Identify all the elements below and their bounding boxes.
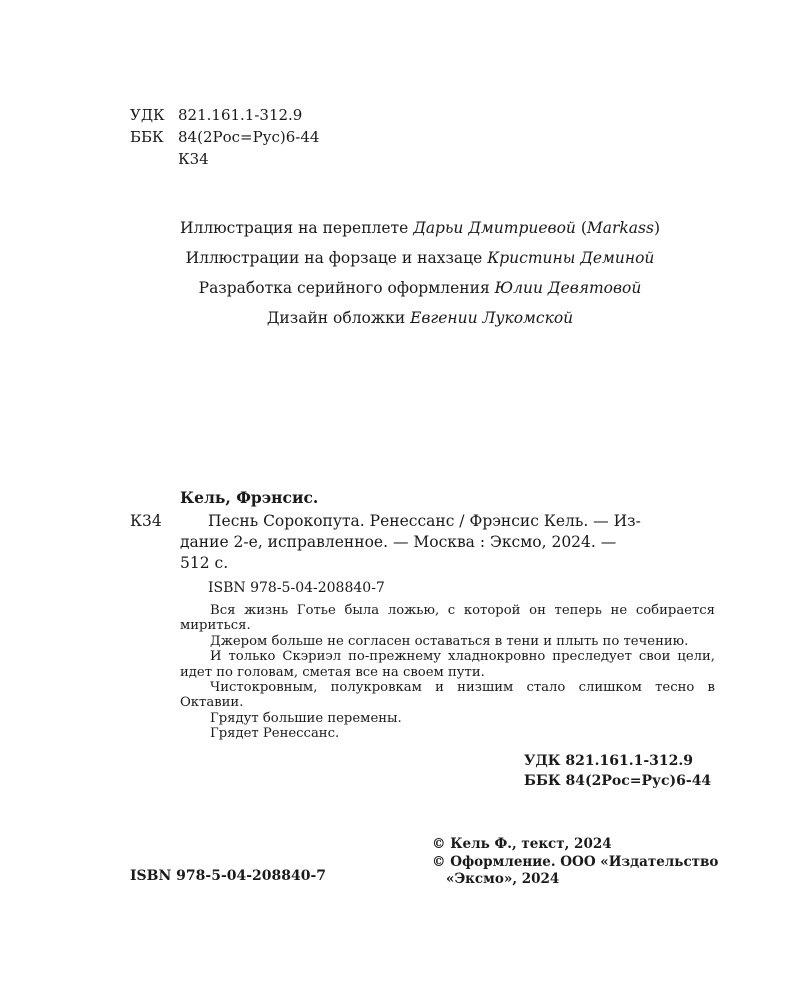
annotation-paragraph: Чистокровным, полукровкам и низшим стало слишком тесно в Октавии. <box>180 680 715 711</box>
credit-cover-design <box>0 307 800 329</box>
credit-person: Дарьи Дмитриевой <box>413 219 576 237</box>
annotation-paragraph: Джером больше не согласен оставаться в тени и плыть по течению. <box>210 633 689 649</box>
card-udk: УДК 821.161.1-312.9 <box>524 753 694 769</box>
bbk-value: 84(2Рос=Рус)6-44 <box>178 128 320 146</box>
annotation-paragraph: Грядут большие перемены. <box>210 710 402 726</box>
card-bbk: ББК 84(2Рос=Рус)6-44 <box>524 773 712 789</box>
footer-isbn: ISBN 978-5-04-208840-7 <box>130 868 327 884</box>
credit-role: Дизайн обложки <box>266 309 411 327</box>
udk-label: УДК <box>130 106 165 124</box>
card-mark: К34 <box>130 512 162 530</box>
credit-person: Юлии Девятовой <box>494 279 642 297</box>
annotation <box>180 603 715 742</box>
bbk-row <box>130 126 319 148</box>
card-author: Кель, Фрэнсис. <box>180 488 319 507</box>
credit-role: Иллюстрация на переплете <box>179 219 414 237</box>
card-isbn: ISBN 978-5-04-208840-7 <box>208 580 385 596</box>
udk-value: 821.161.1-312.9 <box>178 106 303 124</box>
credit-alias: Markass <box>586 219 654 237</box>
credit-person: Евгении Лукомской <box>410 309 574 327</box>
credit-role: Разработка серийного оформления <box>198 279 495 297</box>
bbk-label: ББК <box>130 128 164 146</box>
copyright-text: © Кель Ф., текст, 2024 <box>432 836 612 852</box>
card-title-line1: Песнь Сорокопута. Ренессанс / Фрэнсис Кель. — Из- <box>208 512 641 530</box>
credit-person: Кристины Деминой <box>487 249 655 267</box>
card-pages: 512 с. <box>180 554 229 572</box>
copyright-design-line2: «Эксмо», 2024 <box>446 871 560 887</box>
annotation-paragraph: Грядет Ренессанс. <box>210 726 340 742</box>
credit-series-design <box>0 277 800 299</box>
udk-row <box>130 104 302 126</box>
annotation-paragraph: И только Скэриэл по-прежнему хладнокровно преследует свои цели, идет по головам, сметая все на своем пути. <box>180 649 715 680</box>
credit-paren-open: ( <box>575 219 587 237</box>
credit-endpaper-illustration <box>0 247 800 269</box>
credit-paren-close: ) <box>653 219 661 237</box>
author-mark-row <box>130 148 209 170</box>
card-title-line2: дание 2-е, исправленное. — Москва : Эксмо, 2024. — <box>180 533 617 551</box>
annotation-paragraph: Вся жизнь Готье была ложью, с которой он теперь не собирается мириться. <box>180 603 715 634</box>
credit-role: Иллюстрации на форзаце и нахзаце <box>185 249 488 267</box>
copyright-design-line1: © Оформление. ООО «Издательство <box>432 854 719 870</box>
author-mark: К34 <box>178 150 209 168</box>
credit-cover-illustration <box>0 217 800 239</box>
